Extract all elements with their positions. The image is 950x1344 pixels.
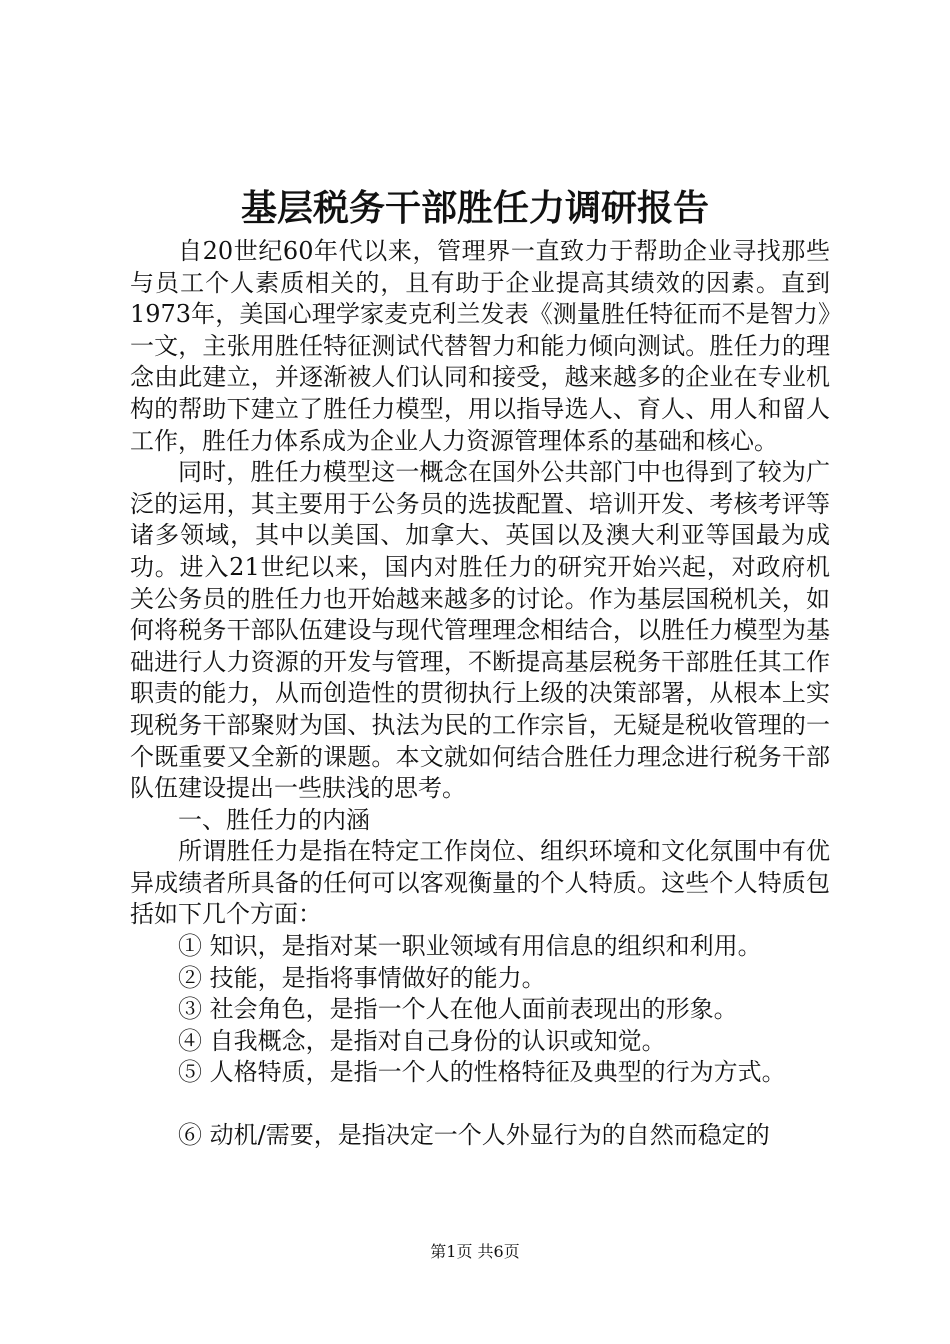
list-item: ③ 社会角色，是指一个人在他人面前表现出的形象。: [178, 995, 738, 1024]
list-item: ① 知识，是指对某一职业领域有用信息的组织和利用。: [178, 932, 762, 961]
definition-paragraph: 所谓胜任力是指在特定工作岗位、组织环境和文化氛围中有优异成绩者所具备的任何可以客观衡量的个人特质。这些个人特质包括如下几个方面：: [130, 837, 830, 929]
intro-paragraph-2: 同时，胜任力模型这一概念在国外公共部门中也得到了较为广泛的运用，其主要用于公务员的选拔配置、培训开发、考核考评等诸多领域，其中以美国、加拿大、英国以及澳大利亚等国最为成功。进入21世纪以来，国内对胜任力的研究开始兴起，对政府机关公务员的胜任力也开始越来越多的讨论。作为基层国税机关，如何将税务干部队伍建设与现代管理理念相结合，以胜任力模型为基础进行人力资源的开发与管理，不断提高基层税务干部胜任其工作职责的能力，从而创造性的贯彻执行上级的决策部署，从根本上实现税务干部聚财为国、执法为民的工作宗旨，无疑是税收管理的一个既重要又全新的课题。本文就如何结合胜任力理念进行税务干部队伍建设提出一些肤浅的思考。: [130, 458, 830, 803]
list-item: ⑤ 人格特质，是指一个人的性格特征及典型的行为方式。: [178, 1058, 786, 1087]
intro-paragraph-1: 自20世纪60年代以来，管理界一直致力于帮助企业寻找那些与员工个人素质相关的，且有助于企业提高其绩效的因素。直到1973年，美国心理学家麦克利兰发表《测量胜任特征而不是智力》一文，主张用胜任特征测试代替智力和能力倾向测试。胜任力的理念由此建立，并逐渐被人们认同和接受，越来越多的企业在专业机构的帮助下建立了胜任力模型，用以指导选人、育人、用人和留人工作，胜任力体系成为企业人力资源管理体系的基础和核心。: [130, 237, 830, 455]
document-title: 基层税务干部胜任力调研报告: [240, 187, 709, 229]
list-item: ⑥ 动机/需要，是指决定一个人外显行为的自然而稳定的: [178, 1121, 770, 1150]
page-footer: 第1页 共6页: [430, 1242, 520, 1261]
list-item: ④ 自我概念，是指对自己身份的认识或知觉。: [178, 1026, 666, 1055]
list-item: ② 技能，是指将事情做好的能力。: [178, 963, 546, 992]
document-body: [130, 236, 830, 1152]
section-heading: 一、胜任力的内涵: [178, 805, 370, 834]
